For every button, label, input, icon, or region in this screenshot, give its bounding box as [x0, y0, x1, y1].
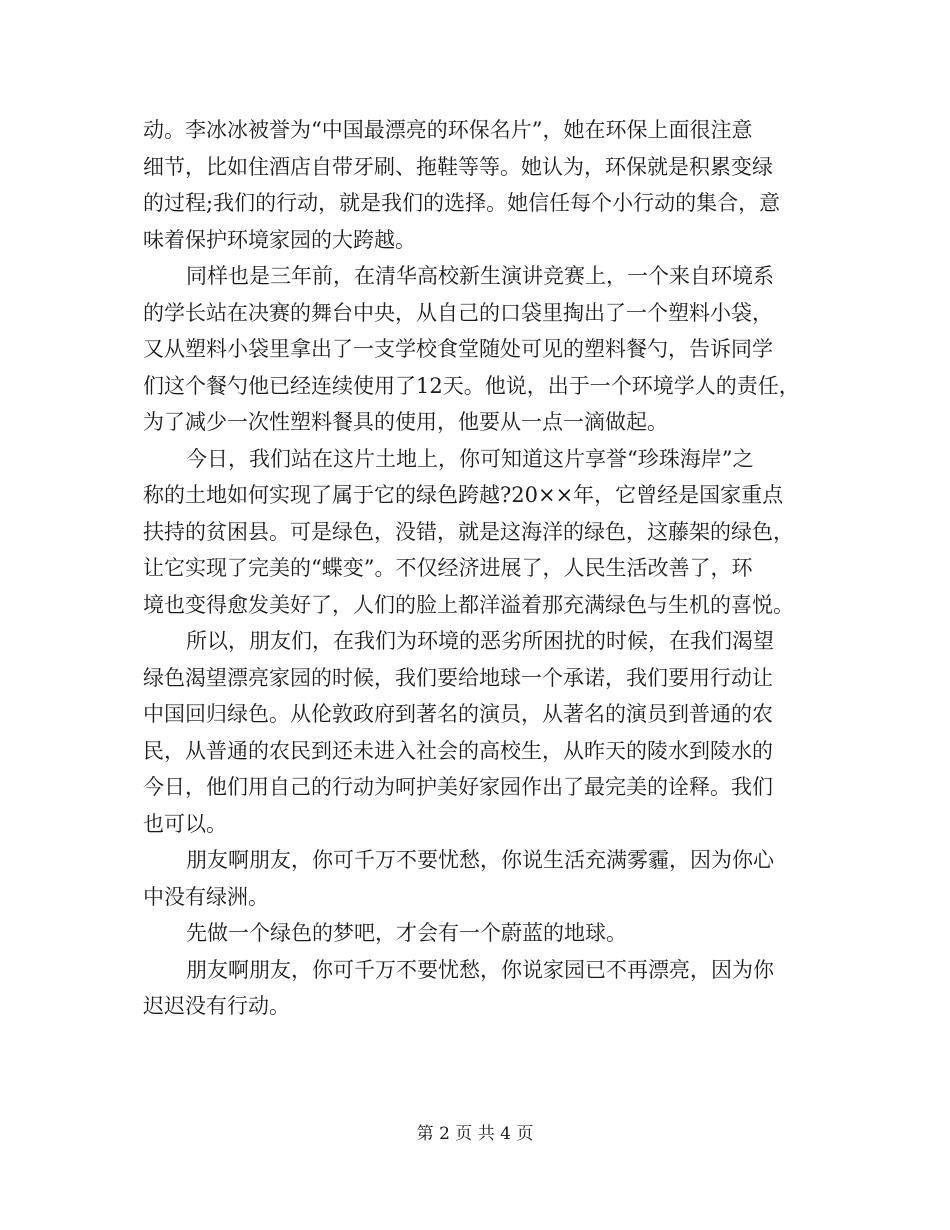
page-number-footer: 第 2 页 共 4 页 [416, 1124, 534, 1144]
text-line: 的过程;我们的行动，就是我们的选择。她信任每个小行动的集合，意 [143, 191, 781, 215]
paragraph-first-line: 同样也是三年前，在清华高校新生演讲竞赛上，一个来自环境系 [186, 264, 774, 288]
text-line: 的学长站在决赛的舞台中央，从自己的口袋里掏出了一个塑料小袋， [143, 300, 773, 325]
text-line: 也可以。 [143, 811, 227, 836]
body-text [143, 112, 823, 1025]
text-line: 为了减少一次性塑料餐具的使用，他要从一点一滴做起。 [143, 410, 668, 434]
text-line: 民，从普通的农民到还未进入社会的高校生，从昨天的陵水到陵水的 [143, 738, 773, 763]
text-line: 让它实现了完美的“蝶变”。不仅经济进展了，人民生活改善了，环 [143, 556, 753, 580]
text-line: 今日，他们用自己的行动为呵护美好家园作出了最完美的诠释。我们 [143, 775, 773, 799]
text-line: 迟迟没有行动。 [143, 994, 290, 1018]
text-line: 中没有绿洲。 [143, 884, 269, 909]
text-line: 扶持的贫困县。可是绿色，没错，就是这海洋的绿色，这藤架的绿色， [143, 519, 794, 544]
paragraph-first-line: 先做一个绿色的梦吧，才会有一个蔚蓝的地球。 [186, 921, 627, 945]
paragraph-first-line: 今日，我们站在这片土地上，你可知道这片享誉“珍珠海岸”之 [186, 446, 754, 471]
text-line: 细节，比如住酒店自带牙刷、拖鞋等等。她认为，环保就是积累变绿 [143, 154, 773, 179]
text-line: 们这个餐勺他已经连续使用了12天。他说，出于一个环境学人的责任， [143, 373, 800, 398]
paragraph-first-line: 朋友啊朋友，你可千万不要忧愁，你说生活充满雾霾，因为你心 [186, 848, 774, 872]
text-line: 动。李冰冰被誉为“中国最漂亮的环保名片”，她在环保上面很注意 [143, 118, 753, 142]
text-line: 味着保护环境家园的大跨越。 [143, 227, 416, 252]
text-line: 绿色渴望漂亮家园的时候，我们要给地球一个承诺，我们要用行动让 [143, 665, 773, 690]
text-line: 又从塑料小袋里拿出了一支学校食堂随处可见的塑料餐勺，告诉同学 [143, 337, 773, 361]
paragraph-first-line: 朋友啊朋友，你可千万不要忧愁，你说家园已不再漂亮，因为你 [186, 957, 774, 982]
text-line: 中国回归绿色。从伦敦政府到著名的演员，从著名的演员到普通的农 [143, 702, 773, 726]
text-line: 境也变得愈发美好了，人们的脸上都洋溢着那充满绿色与生机的喜悦。 [143, 592, 794, 617]
text-line: 称的土地如何实现了属于它的绿色跨越?20××年，它曾经是国家重点 [143, 483, 784, 507]
paragraph-first-line: 所以，朋友们，在我们为环境的恶劣所困扰的时候，在我们渴望 [186, 629, 774, 653]
